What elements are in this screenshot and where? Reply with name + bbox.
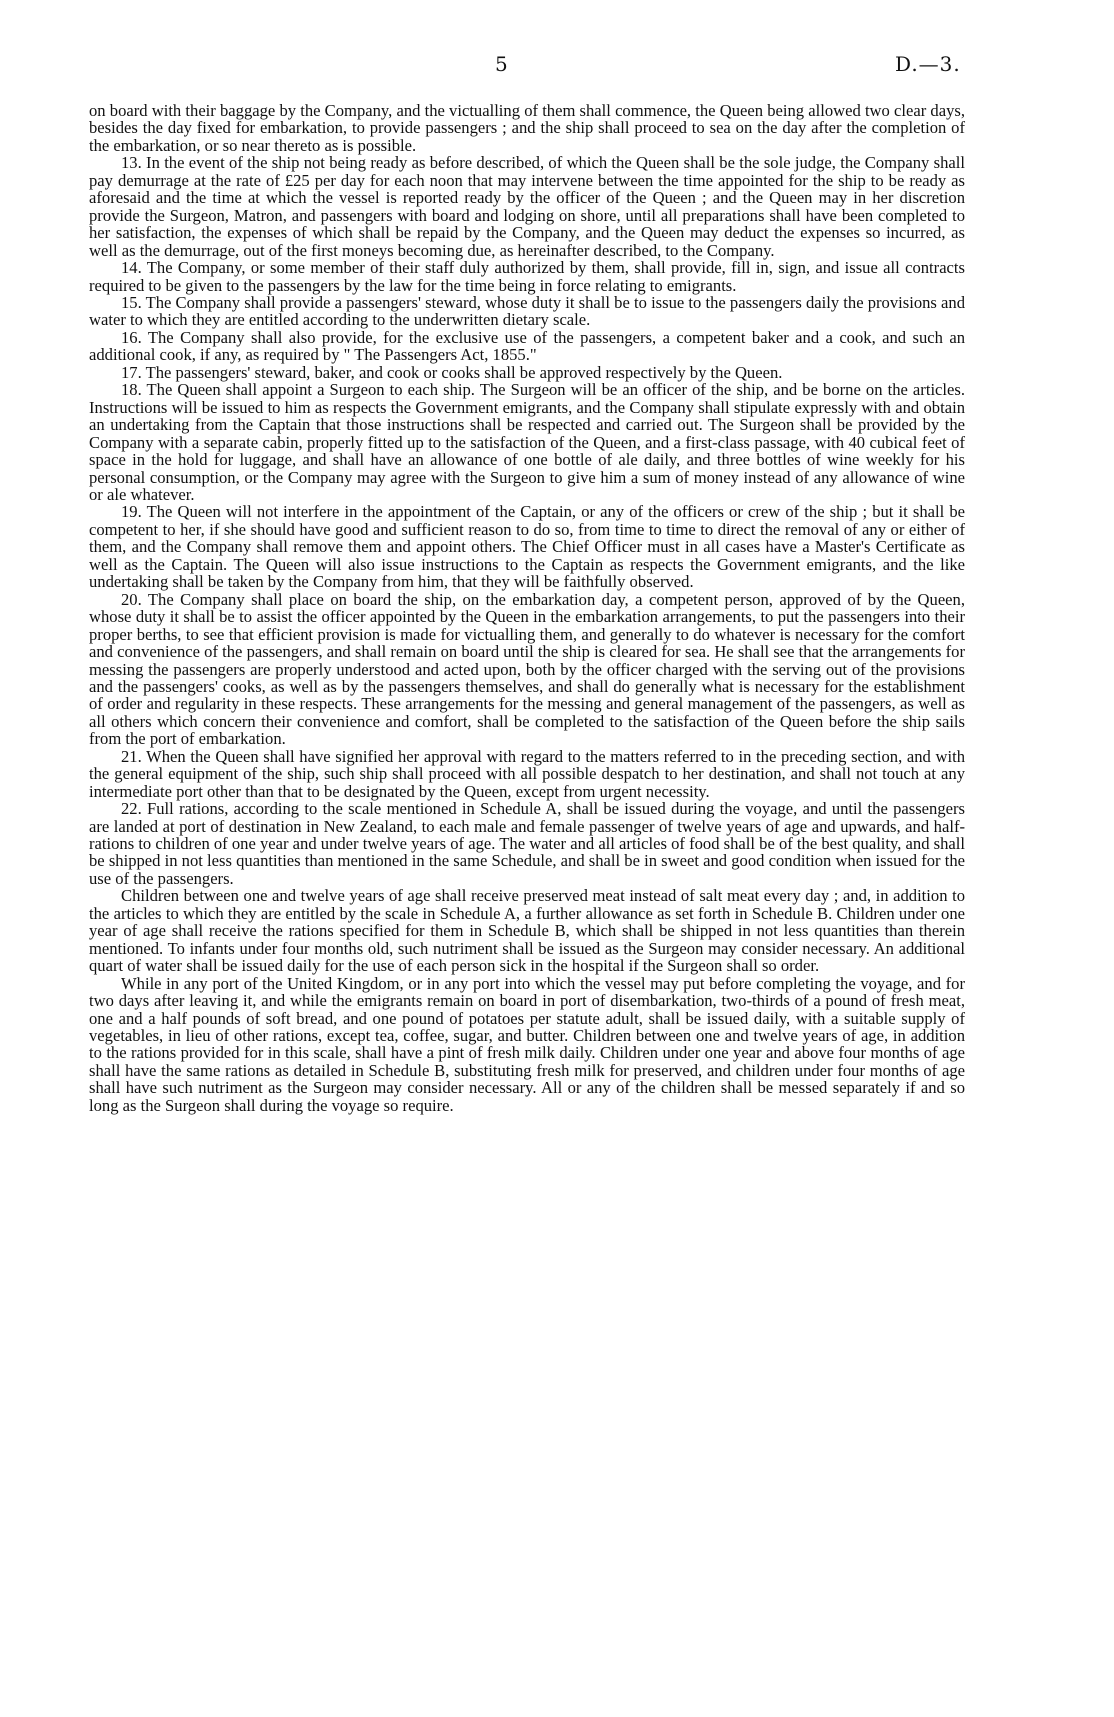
paragraph-17: 17. The passengers' steward, baker, and cook or cooks shall be approved respectively by the Queen. xyxy=(121,362,783,382)
paragraph-19: 19. The Queen will not interfere in the appointment of the Captain, or any of the officers or crew of the ship ; but it shall be competent to her, if she should have good and sufficient reason to do so, from time to time to direct the removal of any or either of them, and the Company shall remove them and appoint others. The Chief Officer must in all cases have a Master's Certificate as well as the Captain. The Queen will also issue instructions to the Captain as respects the Government emigrants, and the like undertaking shall be taken by the Company from him, that they will be faithfully observed. xyxy=(89,502,965,592)
paragraph-port-rations: While in any port of the United Kingdom, or in any port into which the vessel may put before completing the voyage, and for two days after leaving it, and while the emigrants remain on board in port of disembarkation, two-thirds of a pound of fresh meat, one and a half pounds of soft bread, and one pound of potatoes per statute adult, shall be issued daily, with a suitable supply of vegetables, in lieu of other rations, except tea, coffee, sugar, and butter. Children between one and twelve years of age, in addition to the rations provided for in this scale, shall have a pint of fresh milk daily. Children under one year and above four months of age shall have the same rations as detailed in Schedule B, substituting fresh milk for preserved, and children under four months of age shall have such nutriment as the Surgeon may consider necessary. All or any of the children shall be messed separately if and so long as the Surgeon shall during the voyage so require. xyxy=(89,973,965,1115)
paragraph-18: 18. The Queen shall appoint a Surgeon to each ship. The Surgeon will be an officer of the ship, and be borne on the articles. Instructions will be issued to him as respects the Government emigrants, and the Company shall stipulate expressly with and obtain an undertaking from the Captain that those instructions shall be respected and carried out. The Surgeon shall be provided by the Company with a separate cabin, properly fitted up to the satisfaction of the Queen, and a first-class passage, with 40 cubical feet of space in the hold for luggage, and shall have an allowance of one bottle of ale daily, and three bottles of wine weekly for his personal consumption, or the Company may agree with the Surgeon to give him a sum of money instead of any allowance of wine or ale whatever. xyxy=(89,380,965,504)
page-number: 5 xyxy=(495,52,508,76)
paragraph-13: 13. In the event of the ship not being ready as before described, of which the Queen shall be the sole judge, the Company shall pay demurrage at the rate of £25 per day for each noon that may intervene between the time appointed for the ship to be ready as aforesaid and the time at which the vessel is reported ready by the officer of the Queen ; and the Queen may in her discretion provide the Surgeon, Matron, and passengers with board and lodging on shore, until all preparations shall have been completed to her satisfaction, the expenses of which shall be repaid by the Company, and the Queen may deduct the expenses so incurred, as well as the demurrage, out of the first moneys becoming due, as hereinafter described, to the Company. xyxy=(89,153,965,260)
paragraph-children-rations: Children between one and twelve years of age shall receive preserved meat instead of salt meat every day ; and, in addition to the articles to which they are entitled by the scale in Schedule A, a further allowance as set forth in Schedule B. Children under one year of age shall receive the rations specified for them in Schedule B, which shall be shipped in not less quantities than therein mentioned. To infants under four months old, such nutriment shall be issued as the Surgeon may consider necessary. An additional quart of water shall be issued daily for the use of each person sick in the hospital if the Surgeon shall so order. xyxy=(89,886,965,976)
document-reference: D.—3. xyxy=(895,52,961,76)
paragraph-14: 14. The Company, or some member of their staff duly authorized by them, shall provide, fill in, sign, and issue all contracts required to be given to the passengers by the law for the time being in force relating to emigrants. xyxy=(89,258,965,295)
paragraph-15: 15. The Company shall provide a passengers' steward, whose duty it shall be to issue to the passengers daily the provisions and water to which they are entitled according to the underwritten dietary scale. xyxy=(89,292,965,330)
body-text xyxy=(89,102,965,1114)
paragraph-21: 21. When the Queen shall have signified her approval with regard to the matters referred to in the preceding section, and with the general equipment of the ship, such ship shall proceed with all possible despatch to her destination, and shall not touch at any intermediate port other than that to be designated by the Queen, except from urgent necessity. xyxy=(89,746,965,801)
paragraph-20: 20. The Company shall place on board the ship, on the embarkation day, a competent person, approved of by the Queen, whose duty it shall be to assist the officer appointed by the Queen in the embarkation arrangements, to put the passengers into their proper berths, to see that efficient provision is made for victualling them, and generally to do whatever is necessary for the comfort and convenience of the passengers, and shall remain on board until the ship is cleared for sea. He shall see that the arrangements for messing the passengers are properly understood and acted upon, both by the officer charged with the serving out of the provisions and the passengers' cooks, as well as by the passengers themselves, and shall do generally what is necessary for the establishment of order and regularity in these respects. These arrangements for the messing and general management of the passengers, as well as all others which concern their convenience and comfort, shall be completed to the satisfaction of the Queen before the ship sails from the port of embarkation. xyxy=(89,589,965,749)
paragraph-16: 16. The Company shall also provide, for the exclusive use of the passengers, a competent baker and a cook, and such an additional cook, if any, as required by " The Passengers Act, 1855." xyxy=(89,327,965,365)
paragraph-22: 22. Full rations, according to the scale mentioned in Schedule A, shall be issued during the voyage, and until the passengers are landed at port of destination in New Zealand, to each male and female passenger of twelve years of age and upwards, and half-rations to children of one year and under twelve years of age. The water and all articles of food shall be of the best quality, and shall be shipped in not less quantities than mentioned in the same Schedule, and shall be in sweet and good condition when issued for the use of the passengers. xyxy=(89,799,965,888)
paragraph-continuation: on board with their baggage by the Company, and the victualling of them shall commence, the Queen being allowed two clear days, besides the day fixed for embarkation, to provide passengers ; and the ship shall proceed to sea on the day after the completion of the embarkation, or so near thereto as is possible. xyxy=(89,101,965,155)
